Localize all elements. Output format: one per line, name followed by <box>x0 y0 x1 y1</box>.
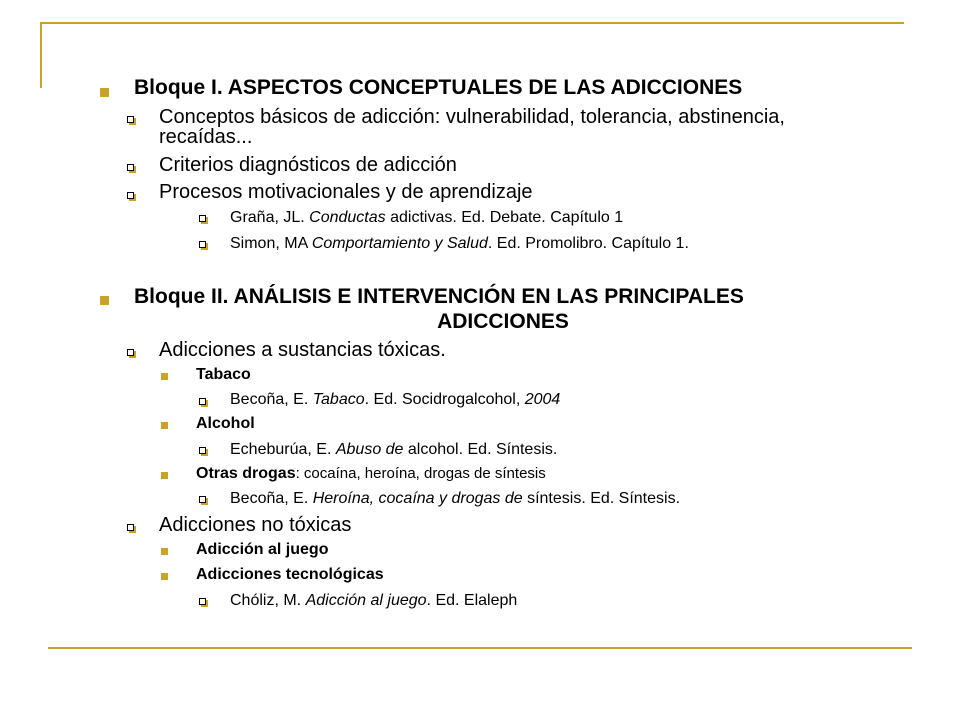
block1-item-concepts-line2: recaídas... <box>159 126 253 148</box>
reference-choliz: Chóliz, M. Adicción al juego. Ed. Elaleph <box>230 592 518 609</box>
top-rule <box>40 22 904 24</box>
subitem-tabaco: Tabaco <box>196 366 251 383</box>
reference-otras-drogas: Becoña, E. Heroína, cocaína y drogas de síntesis. Ed. Síntesis. <box>230 490 681 507</box>
block1-title: Bloque I. ASPECTOS CONCEPTUALES DE LAS ADICCIONES <box>134 76 743 99</box>
bullet-square-icon <box>161 472 168 479</box>
block2-title-line1: Bloque II. ANÁLISIS E INTERVENCIÓN EN LAS PRINCIPALES <box>134 285 744 308</box>
bullet-hollow-icon <box>199 447 206 454</box>
block1-item-criteria: Criterios diagnósticos de adicción <box>159 154 457 176</box>
bullet-hollow-icon <box>127 349 134 356</box>
block2-title-line2: ADICCIONES <box>437 310 569 333</box>
block1-item-processes: Procesos motivacionales y de aprendizaje <box>159 181 533 203</box>
bullet-hollow-icon <box>127 524 134 531</box>
block2-item-toxic: Adicciones a sustancias tóxicas. <box>159 339 446 361</box>
reference-grana: Graña, JL. Conductas adictivas. Ed. Debate. Capítulo 1 <box>230 209 624 226</box>
block1-item-concepts-line1: Conceptos básicos de adicción: vulnerabilidad, tolerancia, abstinencia, <box>159 106 785 128</box>
bullet-hollow-icon <box>199 241 206 248</box>
bullet-square-icon <box>161 573 168 580</box>
bullet-square-icon <box>161 422 168 429</box>
bullet-hollow-icon <box>199 215 206 222</box>
bullet-hollow-icon <box>127 192 134 199</box>
reference-alcohol: Echeburúa, E. Abuso de alcohol. Ed. Síntesis. <box>230 441 558 458</box>
left-rule <box>40 22 42 88</box>
subitem-juego: Adicción al juego <box>196 541 329 558</box>
subitem-alcohol: Alcohol <box>196 415 255 432</box>
subitem-otras-drogas: Otras drogas: cocaína, heroína, drogas de síntesis <box>196 465 546 482</box>
bottom-rule <box>48 647 912 649</box>
bullet-hollow-icon <box>199 496 206 503</box>
bullet-hollow-icon <box>199 598 206 605</box>
reference-simon: Simon, MA Comportamiento y Salud. Ed. Promolibro. Capítulo 1. <box>230 235 689 252</box>
subitem-tecnologicas: Adicciones tecnológicas <box>196 566 384 583</box>
bullet-square-icon <box>100 88 109 97</box>
bullet-hollow-icon <box>127 164 134 171</box>
bullet-hollow-icon <box>127 116 134 123</box>
block2-item-nontoxic: Adicciones no tóxicas <box>159 514 352 536</box>
reference-tabaco: Becoña, E. Tabaco. Ed. Socidrogalcohol, 2004 <box>230 391 561 408</box>
bullet-square-icon <box>161 373 168 380</box>
bullet-hollow-icon <box>199 398 206 405</box>
bullet-square-icon <box>100 296 109 305</box>
bullet-square-icon <box>161 548 168 555</box>
